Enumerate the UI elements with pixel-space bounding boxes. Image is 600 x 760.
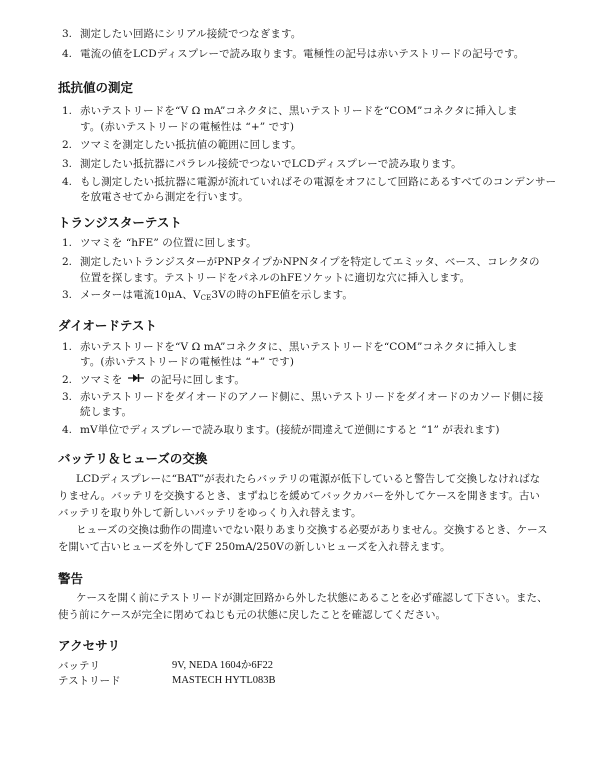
list-item-text: ツマミを測定したい抵抗値の範囲に回します。 [80, 139, 302, 151]
text-segment: メーターは電流10μA、V [80, 289, 201, 301]
list-item-text: 赤いテストリードを“V Ω mA”コネクタに、黒いテストリードを“COM”コネクタに挿入しま [80, 105, 518, 117]
accessories-heading: アクセサリ [58, 638, 121, 653]
list-number: 1. [62, 105, 73, 117]
warning-heading: 警告 [58, 571, 84, 586]
paragraph-line: 使う前にケースが完全に閉めてねじも元の状態に戻したことを確認してください。 [58, 609, 446, 621]
diode-symbol-icon [128, 373, 144, 387]
list-number: 3. [62, 28, 73, 40]
paragraph-line: LCDディスプレーに“BAT”が表れたらバッテリの電源が低下していると警告して交換しなければな [76, 473, 541, 485]
list-item-text: ツマミを “hFE” の位置に回します。 [80, 237, 257, 249]
list-number: 1. [62, 237, 73, 249]
list-number: 3. [62, 391, 73, 403]
list-item-text: 測定したいトランジスターがPNPタイプかNPNタイプを特定してエミッタ、ベース、コレクタの [80, 256, 540, 268]
diode-heading: ダイオードテスト [58, 318, 157, 333]
list-number: 4. [62, 176, 73, 188]
text-segment: の記号に回します。 [150, 374, 245, 386]
list-number: 1. [62, 341, 73, 353]
list-item-text: を放電させてから測定を行います。 [80, 191, 249, 203]
accessory-value: MASTECH HYTL083B [172, 675, 276, 686]
list-item-text: す。(赤いテストリードの電極性は “+” です) [80, 356, 295, 368]
list-item-text: す。(赤いテストリードの電極性は “+” です) [80, 121, 295, 133]
subscript: CE [200, 294, 212, 302]
list-item-text: 赤いテストリードを“V Ω mA”コネクタに、黒いテストリードを“COM”コネクタに挿入しま [80, 341, 518, 353]
paragraph-line: ケースを開く前にテストリードが測定回路から外した状態にあることを必ず確認して下さい。また、 [76, 592, 548, 604]
transistor-heading: トランジスターテスト [58, 215, 182, 230]
list-item-text [80, 373, 245, 387]
list-item-text [80, 288, 353, 305]
list-item-text: 位置を探します。テストリードをパネルのhFEソケットに適切な穴に挿入します。 [80, 272, 471, 284]
list-number: 2. [62, 374, 73, 386]
accessory-value: 9V, NEDA 1604か6F22 [172, 660, 274, 671]
list-item-text: 赤いテストリードをダイオードのアノード側に、黒いテストリードをダイオードのカソード側に接 [80, 391, 544, 403]
paragraph-line: バッテリを取り外して新しいバッテリをゆっくり入れ替えます。 [58, 507, 362, 519]
text-segment: ツマミを [80, 374, 123, 386]
battery-heading: バッテリ＆ヒューズの交換 [58, 451, 208, 466]
accessory-label: バッテリ [58, 660, 100, 672]
list-item-text: 続します。 [80, 406, 133, 418]
list-item-text: 測定したい抵抗器にパラレル接続でつないでLCDディスプレーで読み取ります。 [80, 158, 462, 170]
list-number: 4. [62, 48, 73, 60]
list-number: 2. [62, 256, 73, 268]
list-item-text: 測定したい回路にシリアル接続でつなぎます。 [80, 28, 302, 40]
accessory-label: テストリード [58, 675, 121, 687]
text-segment: 3Vの時のhFE値を示します。 [211, 289, 353, 301]
list-item-text: もし測定したい抵抗器に電源が流れていればその電源をオフにして回路にあるすべてのコンデンサー [80, 176, 557, 188]
list-number: 2. [62, 139, 73, 151]
list-number: 4. [62, 424, 73, 436]
paragraph-line: ヒューズの交換は動作の間違いでない限りあまり交換する必要がありません。交換するとき、ケース [76, 524, 548, 536]
paragraph-line: りません。バッテリを交換するとき、まずねじを緩めてバックカバーを外してケースを開きます。古い [58, 490, 540, 502]
resistance-heading: 抵抗値の測定 [58, 80, 134, 95]
list-item-text: mV単位でディスプレーで読み取ります。(接続が間違えて逆側にすると “1” が表れます) [80, 424, 500, 436]
list-item-text: 電流の値をLCDディスプレーで読み取ります。電極性の記号は赤いテストリードの記号です。 [80, 48, 525, 60]
paragraph-line: を開いて古いヒューズを外してF 250mA/250Vの新しいヒューズを入れ替えます。 [58, 541, 451, 553]
list-number: 3. [62, 158, 73, 170]
list-number: 3. [62, 289, 73, 301]
